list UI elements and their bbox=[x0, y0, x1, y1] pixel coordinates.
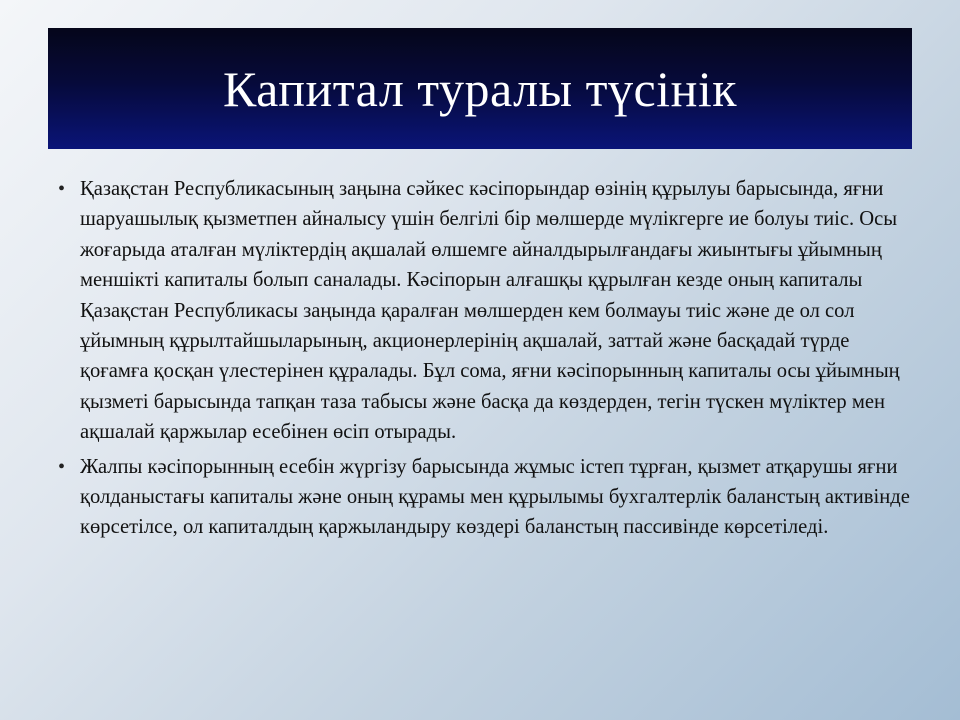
bullet-item-1 bbox=[52, 174, 910, 448]
bullet-text-1: Қазақстан Республикасының заңына сәйкес кәсіпорындар өзінің құрылуы барысында, яғни шаруашылық қызметпен айналысу үшін белгілі бір мөлшерде мүлікгерге ие болуы тиіс. Осы жоғарыда аталған мүліктердің ақшалай өлшемге айналдырылғандағы жиынтығы ұйымның меншікті капиталы болып саналады. Кәсіпорын алғашқы құрылған кезде оның капиталы Қазақстан Республикасы заңында қаралған мөлшерден кем болмауы тиіс және де ол сол ұйымның құрылтайшыларының, акционерлерінің ақшалай, заттай және басқадай түрде қоғамға қосқан үлестерінен құралады. Бұл сома, яғни кәсіпорынның капиталы осы ұйымның қызметі барысында тапқан таза табысы және басқа да көздерден, тегін түскен мүліктер мен ақшалай қаржылар есебінен өсіп отырады. bbox=[80, 178, 900, 444]
bullet-list bbox=[52, 174, 910, 543]
bullet-text-2: Жалпы кәсіпорынның есебін жүргізу барысында жұмыс істеп тұрған, қызмет атқарушы яғни қолданыстағы капиталы және оның құрамы мен құрылымы бухгалтерлік баланстың активінде көрсетілсе, ол капиталдың қаржыландыру көздері баланстың пассивінде көрсетіледі. bbox=[80, 455, 910, 539]
slide-title-bar bbox=[48, 28, 912, 149]
slide-content bbox=[52, 174, 910, 694]
bullet-icon: • bbox=[58, 455, 66, 478]
bullet-item-2 bbox=[52, 452, 910, 543]
bullet-icon: • bbox=[58, 178, 66, 200]
slide-title: Капитал туралы түсінік bbox=[222, 60, 738, 117]
